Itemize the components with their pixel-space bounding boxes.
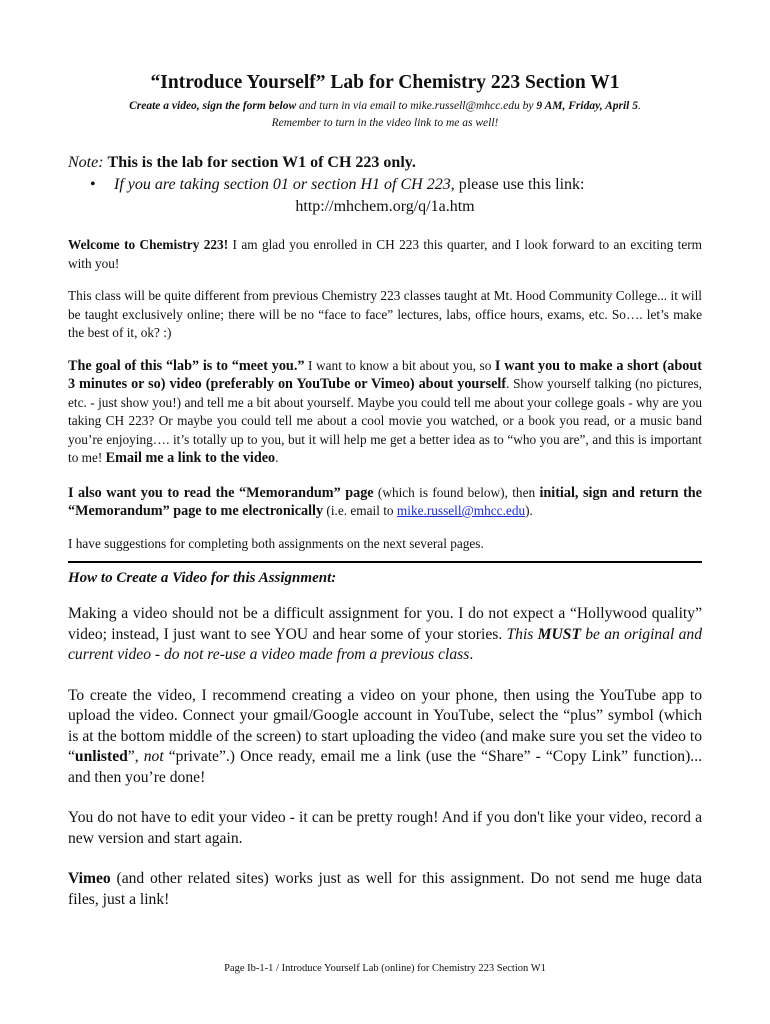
document-page — [68, 70, 702, 910]
goal-text-1: I want to know a bit about you, so — [304, 357, 495, 373]
page-footer: Page Ib-1-1 / Introduce Yourself Lab (online) for Chemistry 223 Section W1 — [224, 963, 546, 974]
section-divider — [68, 561, 702, 563]
video-p2-text-a: To create the video, I recommend creating a video on your phone, then using the YouTube app to upload the video. Connect your gmail/Google account in YouTube, select the “plus” symbol (which is at the bottom middle of the screen) to start uploading the video (and make sure you set the video to “ — [68, 686, 702, 765]
video-paragraph-2 — [68, 686, 702, 789]
bullet-dot-icon: • — [90, 176, 96, 193]
vimeo-bold: Vimeo — [68, 870, 111, 887]
note-label: Note: — [68, 154, 104, 171]
section-note — [68, 152, 702, 174]
subtitle-text-b: and turn in via email to mike.russell@mhcc.edu by — [296, 100, 537, 112]
goal-text-2: . Show yourself talking (no pictures, etc. - just show you!) and tell me a bit about yourself. Maybe you could tell me about your college goals - why are you taking CH 223? Or maybe you could tell me about a cool movie you watched, or a book you read, or a music band you’re enjoying…. it’s totally up to you, but it will help me get a better idea as to “who you are”, and this is important to me! — [68, 376, 702, 465]
subtitle-reminder: Remember to turn in the video link to me as well! — [271, 117, 499, 129]
suggestions-paragraph: I have suggestions for completing both assignments on the next several pages. — [68, 535, 484, 551]
goal-bold-1: The goal of this “lab” is to “meet you.” — [68, 357, 305, 374]
video-p4-text: (and other related sites) works just as well for this assignment. Do not send me huge data files, just a link! — [68, 870, 702, 908]
goal-bold-2: I want you to make a short (about 3 minutes or so) video (preferably on YouTube or Vimeo) about yourself — [68, 357, 702, 392]
video-p1-italic-2: be an original and current video - do not re-use a video made from a previous class — [68, 625, 702, 663]
subtitle-period: . — [638, 100, 641, 112]
subtitle-bold-a: Create a video, sign the form below — [129, 100, 297, 112]
video-p1-end: . — [469, 646, 474, 663]
welcome-bold: Welcome to Chemistry 223! — [68, 237, 229, 252]
bullet-italic: If you are taking section 01 or section H1 of CH 223 — [114, 176, 451, 193]
goal-text-3: . — [275, 450, 279, 465]
class-paragraph: This class will be quite different from previous Chemistry 223 classes taught at Mt. Hood Community College... it will be taught exclusively online; there will be no “face to face” lectures, labs, office hours, exams, etc. So…. let’s make the best of it, ok? :) — [68, 288, 702, 340]
subtitle-deadline: 9 AM, Friday, April 5 — [536, 100, 638, 112]
video-p1-italic-1: This — [506, 625, 538, 643]
bullet-rest: , please use this link: — [450, 176, 585, 193]
video-p2-text-d: “private”.) Once ready, email me a link (use the “Share” - “Copy Link” function)... and then you’re done! — [68, 748, 702, 786]
video-paragraph-1 — [68, 604, 702, 666]
alt-section-link[interactable]: http://mhchem.org/q/1a.htm — [295, 198, 475, 215]
video-p1-must: MUST — [537, 625, 581, 643]
memo-bold-1: I also want you to read the “Memorandum” page — [68, 484, 374, 501]
welcome-text: I am glad you enrolled in CH 223 this quarter, and I look forward to an exciting term with you! — [68, 237, 702, 271]
video-p1-text: Making a video should not be a difficult assignment for you. I do not expect a “Hollywood quality” video; instead, I just want to see YOU and hear some of your stories. — [68, 605, 702, 643]
video-p2-unlisted: unlisted — [74, 748, 128, 765]
goal-bold-3: Email me a link to the video — [105, 450, 276, 466]
memo-text-2: (i.e. email to — [323, 503, 397, 518]
video-p2-text-c: ”, — [127, 748, 144, 765]
memo-text-3: ). — [525, 503, 533, 518]
note-message: This is the lab for section W1 of CH 223 only. — [107, 154, 416, 171]
video-section-heading: How to Create a Video for this Assignment: — [68, 570, 337, 586]
memo-text-1: (which is found below), then — [373, 484, 540, 500]
email-link[interactable]: mike.russell@mhcc.edu — [396, 503, 526, 518]
document-title: “Introduce Yourself” Lab for Chemistry 223 Section W1 — [150, 72, 620, 93]
submission-instructions — [68, 98, 702, 115]
memo-paragraph — [68, 484, 702, 521]
video-paragraph-3: You do not have to edit your video - it can be pretty rough! And if you don't like your video, record a new version and start again. — [68, 809, 702, 847]
goal-paragraph — [68, 357, 702, 468]
note-bullet — [90, 174, 702, 196]
memo-bold-2: initial, sign and return the “Memorandum” page to me electronically — [68, 484, 702, 519]
welcome-paragraph — [68, 236, 702, 273]
video-paragraph-4 — [68, 869, 702, 910]
video-p2-not: not — [143, 748, 164, 765]
